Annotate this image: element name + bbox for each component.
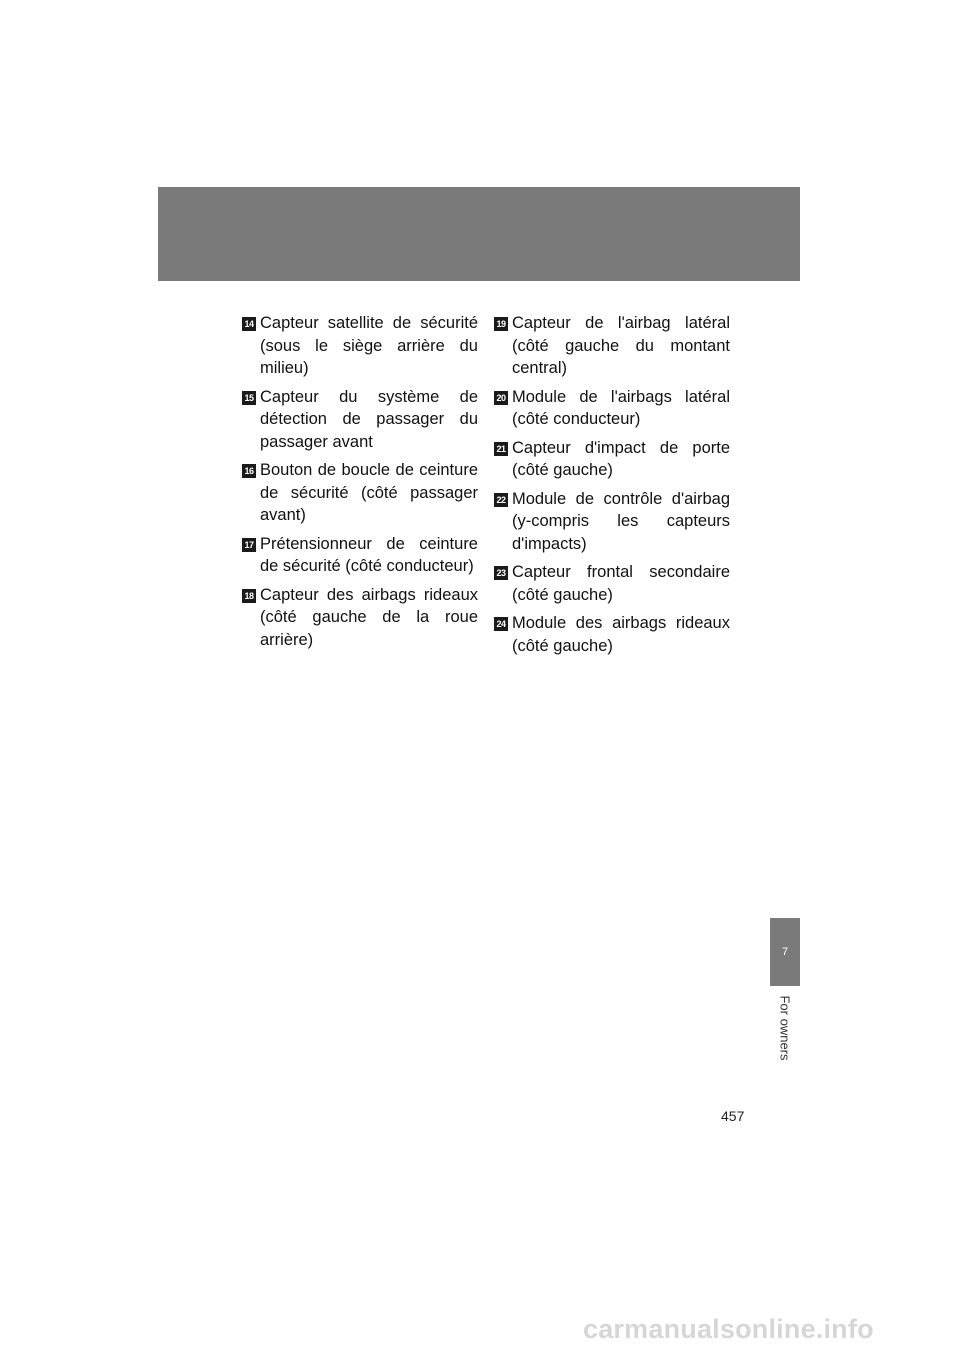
list-item: [242, 386, 478, 454]
item-number-badge: 20: [494, 391, 508, 405]
chapter-number: 7: [781, 946, 789, 958]
left-column: [242, 312, 478, 657]
item-text: Capteur du système de détection de passager du passager avant: [260, 387, 478, 451]
list-item: [242, 533, 478, 578]
item-text: Capteur d'impact de porte (côté gauche): [512, 438, 730, 479]
item-number-badge: 21: [494, 442, 508, 456]
list-item: [242, 584, 478, 652]
item-number-badge: 14: [242, 317, 256, 331]
item-text: Module de l'airbags latéral (côté conducteur): [512, 387, 730, 428]
item-number-badge: 23: [494, 566, 508, 580]
item-text: Bouton de boucle de ceinture de sécurité (côté passager avant): [260, 461, 478, 524]
item-number-badge: 16: [242, 464, 256, 478]
item-number-badge: 22: [494, 493, 508, 507]
item-text: Module des airbags rideaux (côté gauche): [512, 614, 730, 655]
right-column: [494, 312, 730, 663]
list-item: [242, 312, 478, 380]
list-item: [494, 488, 730, 556]
list-item: [494, 561, 730, 606]
item-text: Prétensionneur de ceinture de sécurité (côté conducteur): [260, 534, 478, 575]
item-text: Capteur satellite de sécurité (sous le siège arrière du milieu): [260, 314, 478, 377]
item-text: Capteur de l'airbag latéral (côté gauche du montant central): [512, 314, 730, 377]
item-number-badge: 15: [242, 391, 256, 405]
item-text: Module de contrôle d'airbag (y-compris les capteurs d'impacts): [512, 489, 730, 553]
header-band: [158, 187, 800, 281]
item-number-badge: 19: [494, 317, 508, 331]
list-item: [494, 386, 730, 431]
list-item: [242, 459, 478, 527]
item-number-badge: 17: [242, 538, 256, 552]
item-text: Capteur des airbags rideaux (côté gauche de la roue arrière): [260, 585, 478, 649]
chapter-label: For owners: [777, 995, 793, 1061]
item-number-badge: 24: [494, 617, 508, 631]
list-item: [494, 612, 730, 657]
page-number: 457: [721, 1108, 745, 1124]
item-number-badge: 18: [242, 589, 256, 603]
watermark: carmanualsonline.info: [583, 1314, 874, 1344]
item-text: Capteur frontal secondaire (côté gauche): [512, 563, 730, 604]
list-item: [494, 312, 730, 380]
chapter-tab[interactable]: [770, 918, 800, 986]
list-item: [494, 437, 730, 482]
